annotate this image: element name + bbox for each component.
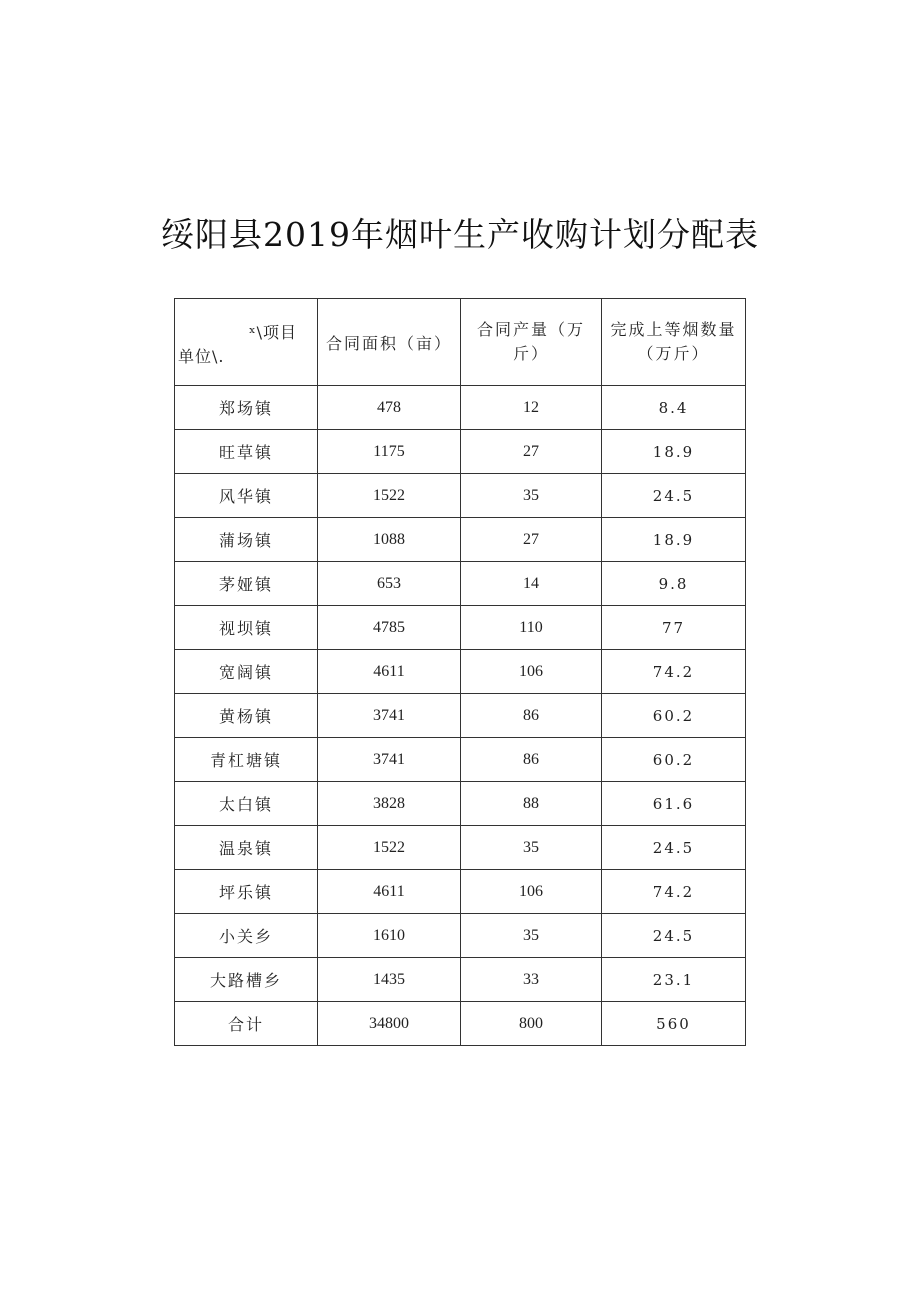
table-row: [175, 958, 746, 1002]
grade-cell: 60.2: [602, 694, 746, 738]
output-cell: 106: [461, 650, 602, 694]
unit-cell: 风华镇: [175, 474, 318, 518]
output-cell: 14: [461, 562, 602, 606]
grade-cell: 9.8: [602, 562, 746, 606]
unit-cell: 小关乡: [175, 914, 318, 958]
grade-cell: 24.5: [602, 914, 746, 958]
table-row: [175, 738, 746, 782]
output-cell: 110: [461, 606, 602, 650]
output-cell: 35: [461, 474, 602, 518]
grade-cell: 23.1: [602, 958, 746, 1002]
unit-cell: 青杠塘镇: [175, 738, 318, 782]
header-output-label: 合同产量（万斤）: [476, 320, 585, 363]
area-cell: 653: [318, 562, 461, 606]
output-cell: 800: [461, 1002, 602, 1046]
grade-cell: 18.9: [602, 430, 746, 474]
grade-cell: 74.2: [602, 870, 746, 914]
output-cell: 88: [461, 782, 602, 826]
header-item-label: ˣ\项目: [248, 323, 297, 342]
header-area: [318, 299, 461, 386]
table-header-row: [175, 299, 746, 386]
area-cell: 1522: [318, 826, 461, 870]
area-cell: 1610: [318, 914, 461, 958]
header-output: [461, 299, 602, 386]
unit-cell: 坪乐镇: [175, 870, 318, 914]
table-row: [175, 430, 746, 474]
grade-cell: 24.5: [602, 474, 746, 518]
unit-cell: 宽阔镇: [175, 650, 318, 694]
area-cell: 3828: [318, 782, 461, 826]
table-row: [175, 782, 746, 826]
area-cell: 3741: [318, 738, 461, 782]
unit-cell: 视坝镇: [175, 606, 318, 650]
output-cell: 27: [461, 430, 602, 474]
header-unit-label: 单位\.: [178, 347, 225, 366]
area-cell: 4611: [318, 870, 461, 914]
output-cell: 35: [461, 826, 602, 870]
output-cell: 86: [461, 738, 602, 782]
grade-cell: 61.6: [602, 782, 746, 826]
area-cell: 1522: [318, 474, 461, 518]
area-cell: 4785: [318, 606, 461, 650]
grade-cell: 8.4: [602, 386, 746, 430]
unit-cell: 黄杨镇: [175, 694, 318, 738]
unit-cell: 合计: [175, 1002, 318, 1046]
unit-cell: 大路槽乡: [175, 958, 318, 1002]
grade-cell: 560: [602, 1002, 746, 1046]
area-cell: 34800: [318, 1002, 461, 1046]
output-cell: 35: [461, 914, 602, 958]
document-title: 绥阳县2019年烟叶生产收购计划分配表: [161, 215, 759, 254]
table-row: [175, 562, 746, 606]
allocation-table: [174, 298, 746, 1046]
grade-cell: 74.2: [602, 650, 746, 694]
table-row: [175, 474, 746, 518]
area-cell: 1175: [318, 430, 461, 474]
area-cell: 1088: [318, 518, 461, 562]
table-row: [175, 914, 746, 958]
header-area-label: 合同面积（亩）: [325, 333, 452, 353]
output-cell: 12: [461, 386, 602, 430]
header-corner-cell: [175, 299, 318, 386]
area-cell: 4611: [318, 650, 461, 694]
unit-cell: 旺草镇: [175, 430, 318, 474]
unit-cell: 郑场镇: [175, 386, 318, 430]
grade-cell: 18.9: [602, 518, 746, 562]
area-cell: 1435: [318, 958, 461, 1002]
grade-cell: 24.5: [602, 826, 746, 870]
output-cell: 106: [461, 870, 602, 914]
table-row: [175, 386, 746, 430]
table-row: [175, 870, 746, 914]
table-row: [175, 518, 746, 562]
grade-cell: 77: [602, 606, 746, 650]
table-row: [175, 650, 746, 694]
output-cell: 86: [461, 694, 602, 738]
header-grade: [602, 299, 746, 386]
table-row: [175, 826, 746, 870]
total-row: [175, 1002, 746, 1046]
output-cell: 27: [461, 518, 602, 562]
unit-cell: 蒲场镇: [175, 518, 318, 562]
unit-cell: 太白镇: [175, 782, 318, 826]
unit-cell: 茅娅镇: [175, 562, 318, 606]
table-row: [175, 694, 746, 738]
table-row: [175, 606, 746, 650]
area-cell: 3741: [318, 694, 461, 738]
unit-cell: 温泉镇: [175, 826, 318, 870]
header-grade-label: 完成上等烟数量（万斤）: [610, 320, 737, 363]
grade-cell: 60.2: [602, 738, 746, 782]
output-cell: 33: [461, 958, 602, 1002]
area-cell: 478: [318, 386, 461, 430]
